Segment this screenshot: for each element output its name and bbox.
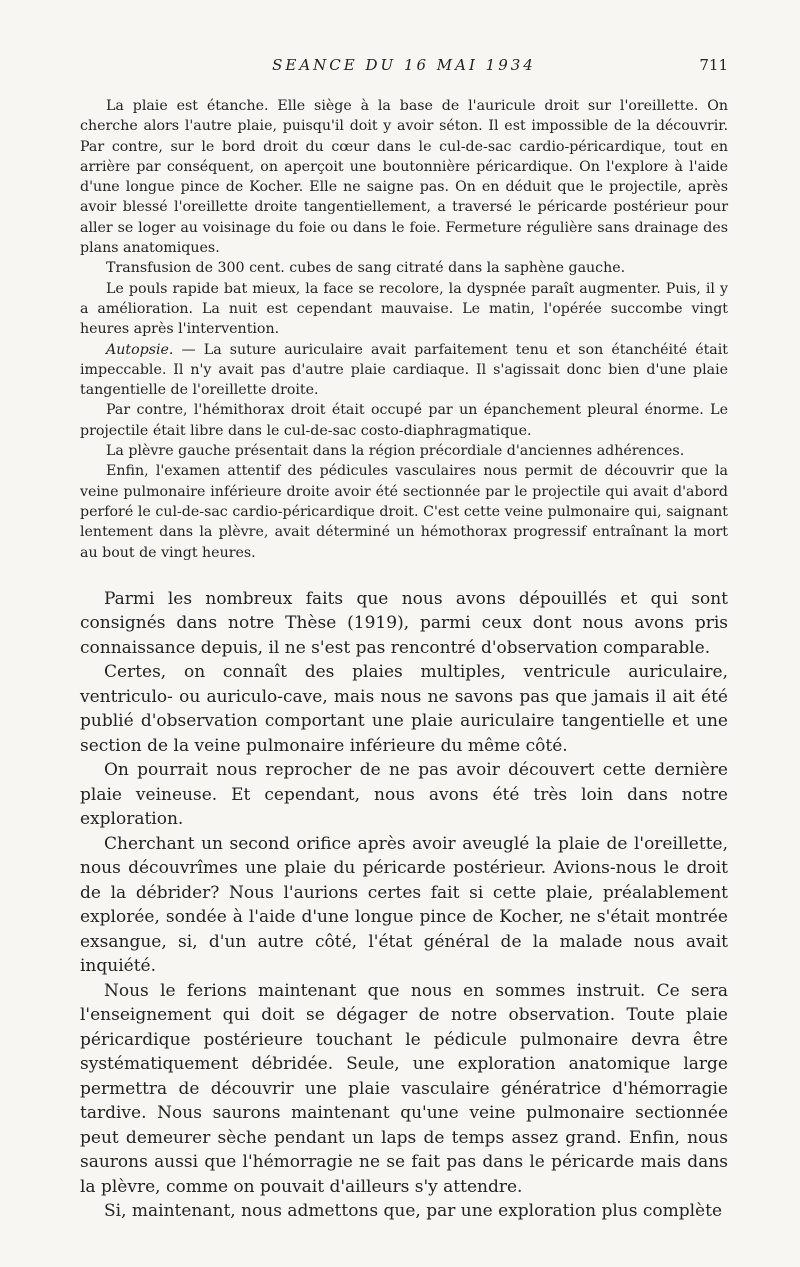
- discussion-paragraph: Nous le ferions maintenant que nous en sommes instruit. Ce sera l'enseignement qui doit se dégager de notre observation. Toute plaie péricardique postérieure touchant le pédicule pulmonaire devra être systématiquement débridée. Seule, une exploration anatomique large permettra de découvrir une plaie vasculaire génératrice d'hémorragie tardive. Nous saurons maintenant qu'une veine pulmonaire sectionnée peut demeurer sèche pendant un laps de temps assez grand. Enfin, nous saurons aussi que l'hémorragie ne se fait pas dans le péricarde mais dans la plèvre, comme on pouvait d'ailleurs s'y attendre.: [80, 980, 728, 1197]
- case-report: [80, 96, 728, 563]
- discussion-paragraph: Cherchant un second orifice après avoir aveuglé la plaie de l'oreillette, nous découvrîmes une plaie du péricarde postérieur. Avions-nous le droit de la débrider? Nous l'aurions certes fait si cette plaie, préalablement explorée, sondée à l'aide d'une longue pince de Kocher, ne s'était montrée exsangue, si, d'un autre côté, l'état général de la malade nous avait inquiété.: [80, 833, 728, 977]
- case-paragraph: Transfusion de 300 cent. cubes de sang citraté dans la saphène gauche.: [106, 260, 626, 277]
- autopsy-note: Par contre, l'hémithorax droit était occupé par un épanchement pleural énorme. Le projectile était libre dans le cul-de-sac costo-diaphragmatique.: [80, 402, 728, 439]
- page-number: 711: [699, 56, 728, 74]
- discussion: [80, 587, 728, 1224]
- autopsy-note: La plèvre gauche présentait dans la région précordiale d'anciennes adhérences.: [106, 443, 685, 460]
- discussion-paragraph: Si, maintenant, nous admettons que, par une exploration plus complète: [104, 1201, 723, 1222]
- autopsy-paragraph: [80, 340, 728, 401]
- autopsy-label: Autopsie.: [106, 341, 174, 358]
- discussion-paragraph: Certes, on connaît des plaies multiples, ventricule auriculaire, ventriculo- ou auriculo-cave, mais nous ne savons pas que jamais il ait été publié d'observation comportant une plaie auriculaire tangentielle et une section de la veine pulmonaire inférieure du même côté.: [80, 662, 728, 756]
- case-paragraph: La plaie est étanche. Elle siège à la base de l'auricule droit sur l'oreillette. On cherche alors l'autre plaie, puisqu'il doit y avoir séton. Il est impossible de la découvrir. Par contre, sur le bord droit du cœur dans le cul-de-sac cardio-péricardique, tout en arrière par conséquent, on aperçoit une boutonnière péricardique. On l'explore à l'aide d'une longue pince de Kocher. Elle ne saigne pas. On en déduit que le projectile, après avoir blessé l'oreillette droite tangentiellement, a traversé le péricarde postérieur pour aller se loger au voisinage du foie ou dans le foie. Fermeture régulière sans drainage des plans anatomiques.: [80, 98, 728, 257]
- running-head: [80, 56, 728, 78]
- autopsy-note: Enfin, l'examen attentif des pédicules vasculaires nous permit de découvrir que la veine pulmonaire inférieure droite avoir été sectionnée par le projectile qui avait d'abord perforé le cul-de-sac cardio-péricardique droit. C'est cette veine pulmonaire qui, saignant lentement dans la plèvre, avait déterminé un hémothorax progressif entraînant la mort au bout de vingt heures.: [80, 463, 728, 561]
- case-paragraph: Le pouls rapide bat mieux, la face se recolore, la dyspnée paraît augmenter. Puis, il y a amélioration. La nuit est cependant mauvaise. Le matin, l'opérée succombe vingt heures après l'intervention.: [80, 280, 728, 338]
- autopsy-text: — La suture auriculaire avait parfaitement tenu et son étanchéité était impeccable. Il n'y avait pas d'autre plaie cardiaque. Il s'agissait donc bien d'une plaie tangentielle de l'oreillette droite.: [80, 341, 728, 399]
- page: [80, 56, 728, 1224]
- running-title: SEANCE DU 16 MAI 1934: [272, 56, 536, 74]
- discussion-paragraph: Parmi les nombreux faits que nous avons dépouillés et qui sont consignés dans notre Thèse (1919), parmi ceux dont nous avons pris connaissance depuis, il ne s'est pas rencontré d'observation comparable.: [80, 588, 728, 658]
- discussion-paragraph: On pourrait nous reprocher de ne pas avoir découvert cette dernière plaie veineuse. Et cependant, nous avons été très loin dans notre exploration.: [80, 760, 728, 830]
